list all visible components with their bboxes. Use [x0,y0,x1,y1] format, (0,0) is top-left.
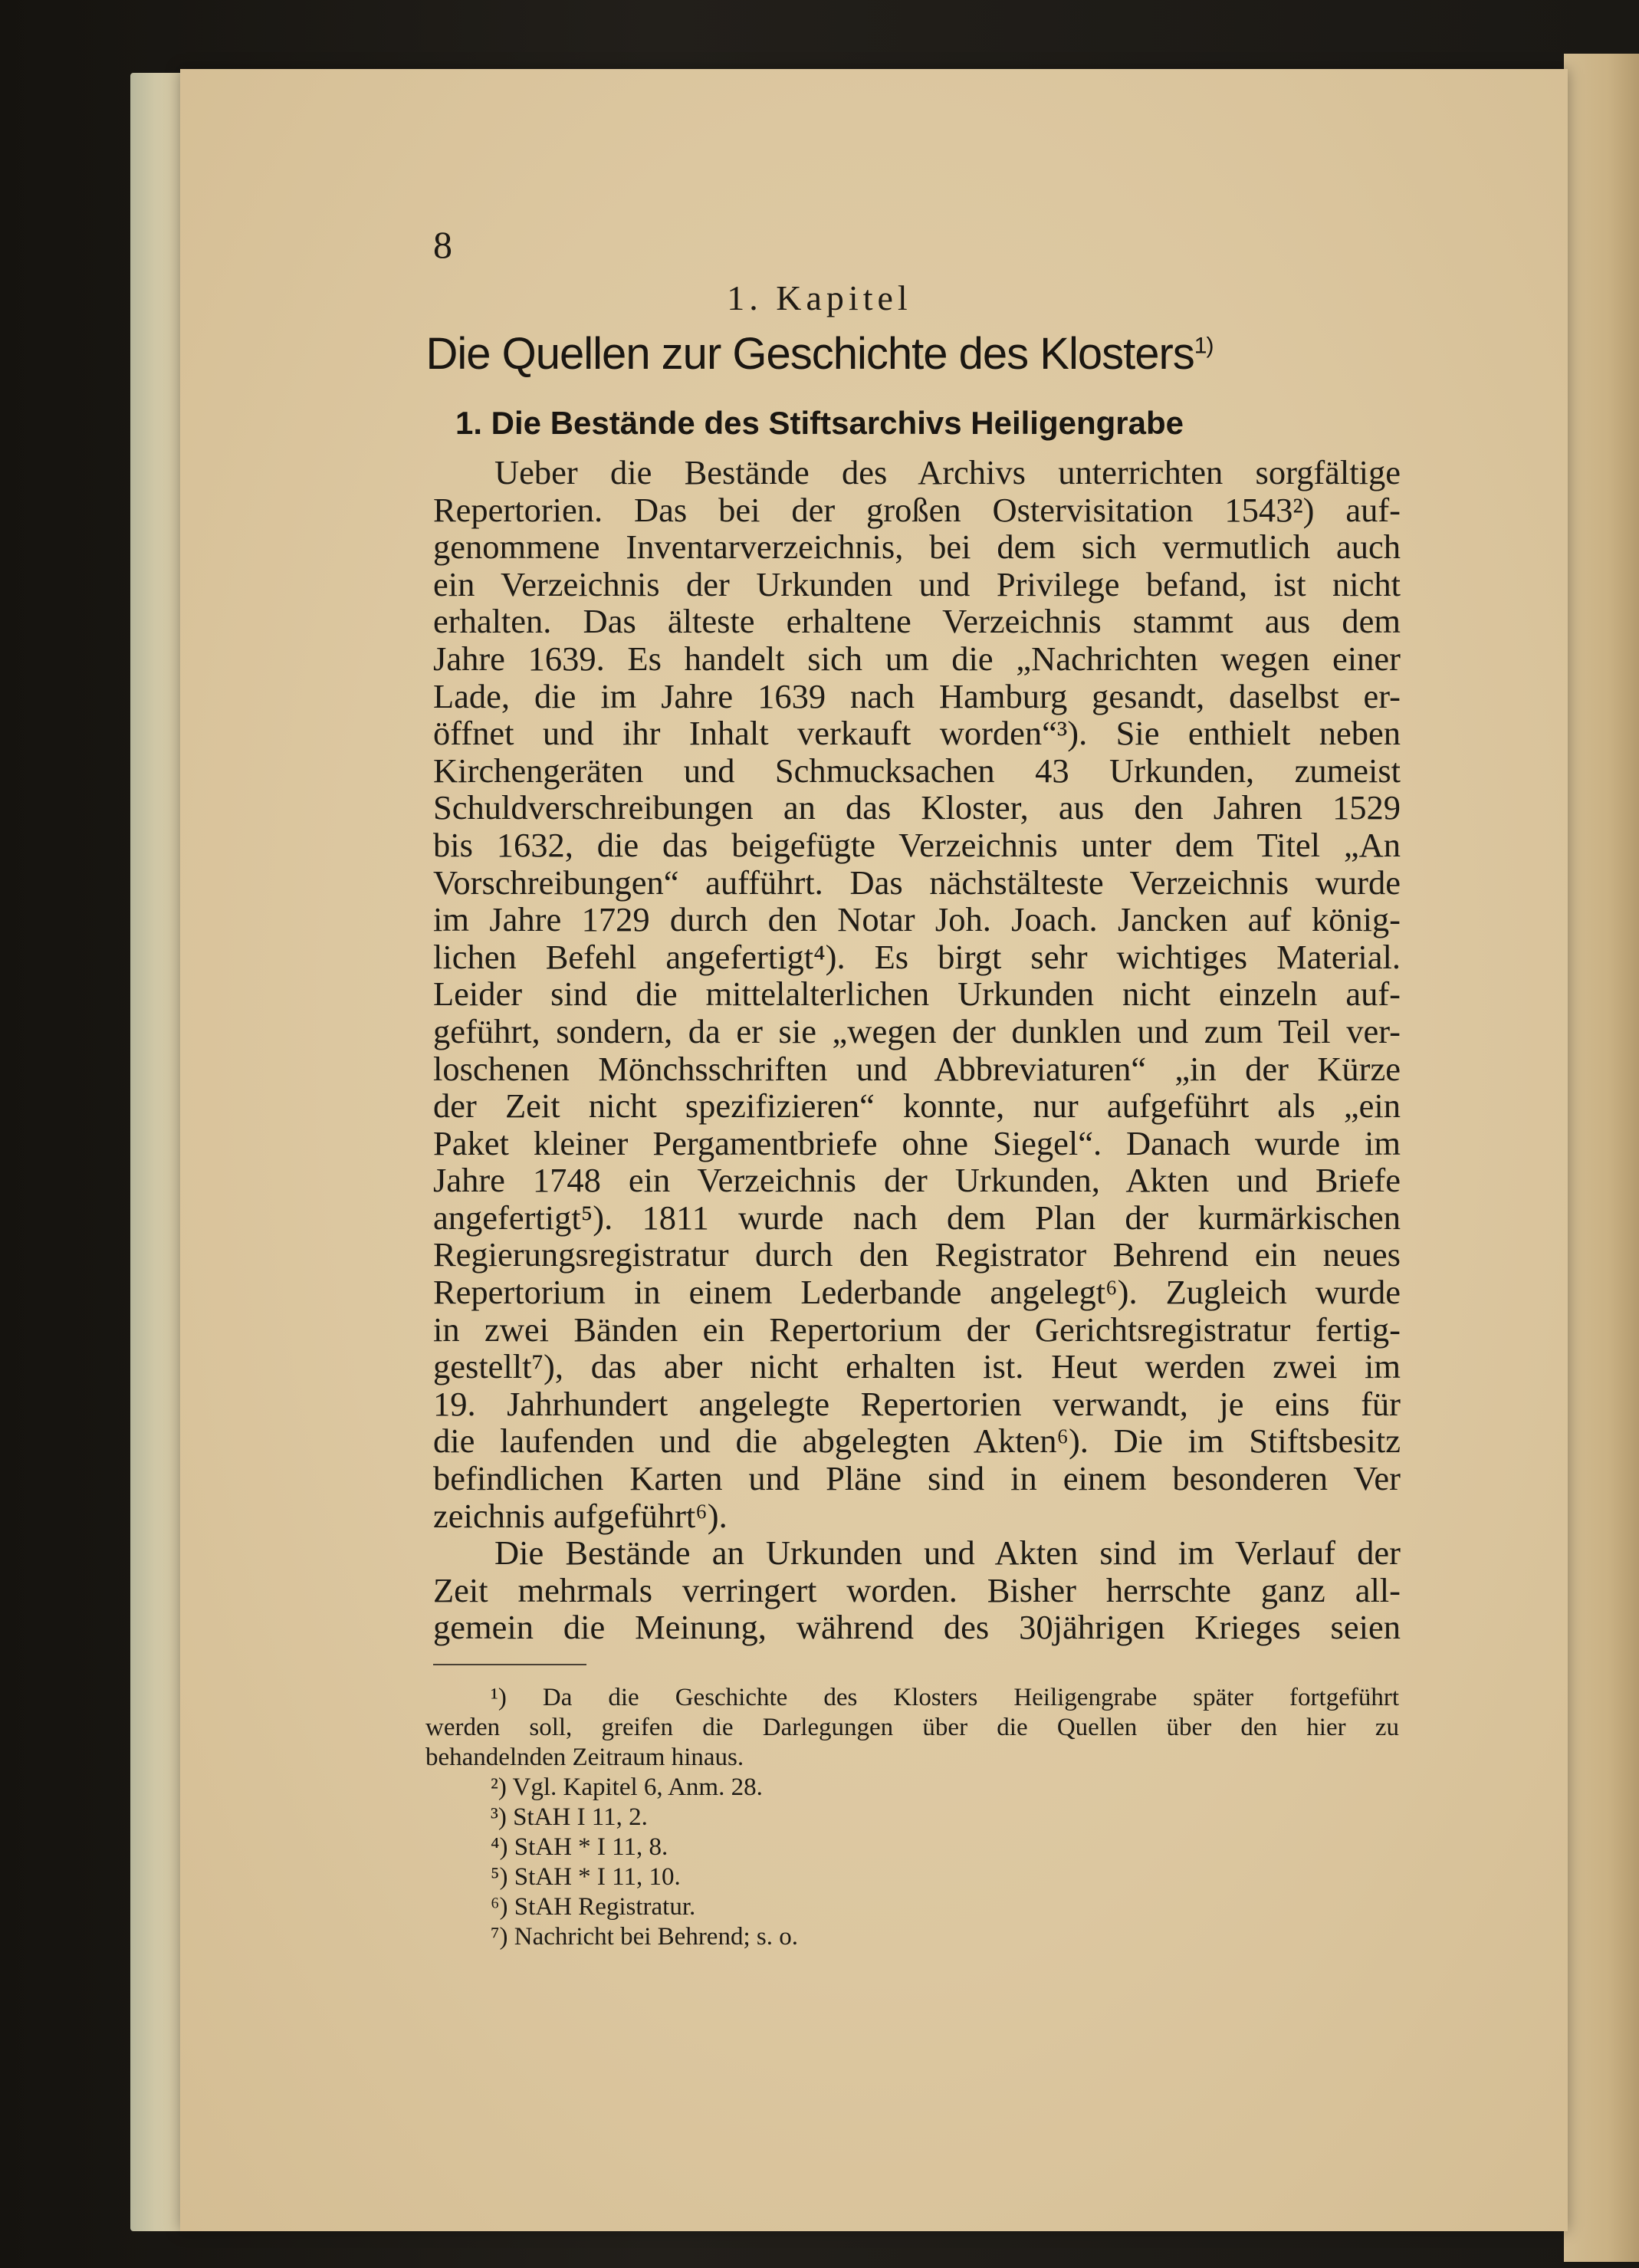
body-line: Jahre 1748 ein Verzeichnis der Urkunden, Akten und Briefe [433,1161,1401,1200]
body-line: im Jahre 1729 durch den Notar Joh. Joach. Jancken auf könig- [433,900,1401,939]
section-heading: 1. Die Bestände des Stiftsarchivs Heiligengrabe [455,405,1184,441]
body-line: die laufenden und die abgelegten Akten⁶). Die im Stiftsbesitz [433,1422,1401,1461]
footnote-1-line: ¹) Da die Geschichte des Klosters Heiligengrabe später fortgeführt [491,1684,1399,1711]
body-line: Die Bestände an Urkunden und Akten sind im Verlauf der [494,1533,1401,1573]
body-line: Lade, die im Jahre 1639 nach Hamburg gesandt, daselbst er- [433,676,1401,715]
body-line: zeichnis aufgeführt⁶). [433,1496,728,1535]
footnote-divider [433,1664,586,1665]
body-line: bis 1632, die das beigefügte Verzeichnis unter dem Titel „An [433,825,1401,864]
body-line: ein Verzeichnis der Urkunden und Privilege befand, ist nicht [433,564,1401,603]
body-line: loschenen Mönchsschriften und Abbreviaturen“ „in der Kürze [433,1049,1401,1088]
body-line: öffnet und ihr Inhalt verkauft worden“³). Sie enthielt neben [433,714,1401,753]
body-line: Repertorien. Das bei der großen Ostervisitation 1543²) auf- [433,490,1401,529]
body-line: erhalten. Das älteste erhaltene Verzeichnis stammt aus dem [433,602,1401,641]
footnote-5: ⁵) StAH * I 11, 10. [491,1863,681,1891]
body-line: Ueber die Bestände des Archivs unterrichten sorgfältige [494,453,1401,491]
body-line: in zwei Bänden ein Repertorium der Gerichtsregistratur fertig- [433,1310,1401,1349]
body-line: Zeit mehrmals verringert worden. Bisher herrschte ganz all- [433,1570,1401,1609]
footnote-4: ⁴) StAH * I 11, 8. [491,1833,668,1861]
footnote-1-line: werden soll, greifen die Darlegungen über die Quellen über den hier zu [425,1714,1399,1741]
footnote-6: ⁶) StAH Registratur. [491,1893,696,1921]
footnote-1-line: behandelnden Zeitraum hinaus. [425,1744,744,1771]
body-line: der Zeit nicht spezifizieren“ konnte, nur aufgeführt als „ein [433,1086,1401,1126]
page-edge-right [1564,54,1639,2262]
body-line: Regierungsregistratur durch den Registrator Behrend ein neues [433,1235,1401,1274]
body-line: Kirchengeräten und Schmucksachen 43 Urkunden, zumeist [433,751,1401,790]
footnote-7: ⁷) Nachricht bei Behrend; s. o. [491,1923,798,1951]
body-line: angefertigt⁵). 1811 wurde nach dem Plan der kurmärkischen [433,1198,1401,1237]
body-line: Paket kleiner Pergamentbriefe ohne Siegel“. Danach wurde im [433,1123,1401,1162]
body-line: gestellt⁷), das aber nicht erhalten ist. Heut werden zwei im [433,1347,1401,1386]
body-line: Schuldverschreibungen an das Kloster, aus den Jahren 1529 [433,788,1401,827]
chapter-title [0,328,1639,380]
chapter-title-text: Die Quellen zur Geschichte des Klosters [425,329,1194,379]
footnote-2: ²) Vgl. Kapitel 6, Anm. 28. [491,1773,763,1801]
body-line: 19. Jahrhundert angelegte Repertorien verwandt, je eins für [433,1384,1401,1423]
body-line: Repertorium in einem Lederbande angelegt⁶). Zugleich wurde [433,1273,1401,1312]
body-line: Vorschreibungen“ aufführt. Das nächstälteste Verzeichnis wurde [433,863,1401,902]
body-line: Jahre 1639. Es handelt sich um die „Nachrichten wegen einer [433,639,1401,678]
title-footnote-mark: 1) [1194,333,1214,359]
page-number: 8 [433,223,452,266]
body-text [433,454,1401,1646]
body-line: gemein die Meinung, während des 30jährigen Krieges seien [433,1608,1401,1647]
body-line: lichen Befehl angefertigt⁴). Es birgt sehr wichtiges Material. [433,937,1401,976]
body-line: genommene Inventarverzeichnis, bei dem sich vermutlich auch [433,528,1401,567]
footnotes [425,1683,1399,1952]
body-line: Leider sind die mittelalterlichen Urkunden nicht einzeln auf- [433,975,1401,1014]
body-line: befindlichen Karten und Pläne sind in einem besonderen Ver [433,1459,1401,1498]
body-line: geführt, sondern, da er sie „wegen der dunklen und zum Teil ver- [433,1011,1401,1050]
chapter-label: 1. Kapitel [727,278,912,317]
footnote-3: ³) StAH I 11, 2. [491,1803,648,1831]
